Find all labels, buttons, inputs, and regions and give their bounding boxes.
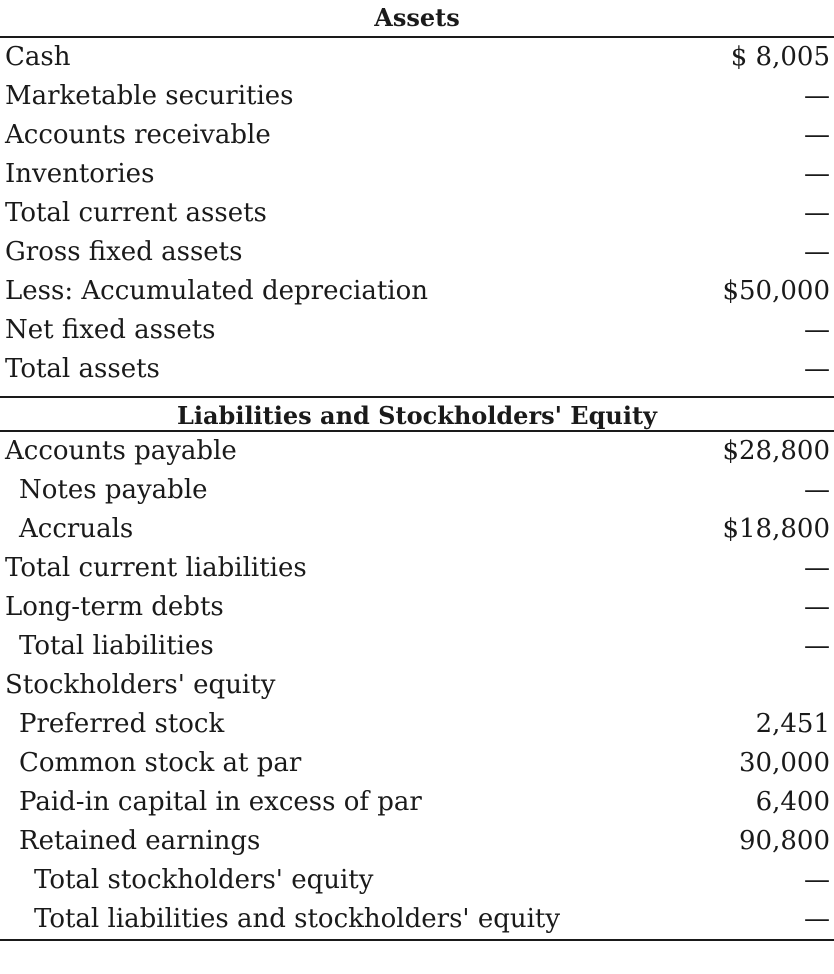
row-value: $28,800 <box>722 436 830 466</box>
row-label: Total liabilities <box>19 631 214 661</box>
row-value: — <box>804 865 830 895</box>
table-row <box>0 705 834 744</box>
row-label: Paid-in capital in excess of par <box>19 787 422 817</box>
row-value: $50,000 <box>722 276 830 306</box>
row-label: Notes payable <box>19 475 208 505</box>
table-row <box>0 77 834 116</box>
row-label: Cash <box>5 42 71 72</box>
table-row <box>0 432 834 471</box>
table-row <box>0 510 834 549</box>
assets-section <box>0 0 834 389</box>
table-row <box>0 194 834 233</box>
row-label: Total assets <box>5 354 160 384</box>
row-label: Less: Accumulated depreciation <box>5 276 428 306</box>
row-value: — <box>804 592 830 622</box>
liabilities-heading <box>0 396 834 432</box>
row-value: — <box>804 631 830 661</box>
row-value: $18,800 <box>722 514 830 544</box>
table-row <box>0 900 834 941</box>
table-row <box>0 38 834 77</box>
table-row <box>0 233 834 272</box>
row-value: 6,400 <box>755 787 830 817</box>
row-label: Total current liabilities <box>5 553 307 583</box>
liabilities-heading-text: Liabilities and Stockholders' Equity <box>177 401 657 430</box>
row-value: $ 8,005 <box>730 42 830 72</box>
table-row <box>0 549 834 588</box>
row-value: 2,451 <box>755 709 830 739</box>
table-row <box>0 861 834 900</box>
row-label: Common stock at par <box>19 748 302 778</box>
table-row <box>0 783 834 822</box>
row-value: — <box>804 159 830 189</box>
row-label: Marketable securities <box>5 81 294 111</box>
row-value: — <box>804 354 830 384</box>
table-row <box>0 666 834 705</box>
row-value: — <box>804 475 830 505</box>
row-label: Total stockholders' equity <box>34 865 374 895</box>
row-value: — <box>804 237 830 267</box>
table-row <box>0 471 834 510</box>
row-label: Long-term debts <box>5 592 224 622</box>
row-value: — <box>804 198 830 228</box>
row-label: Gross fixed assets <box>5 237 243 267</box>
table-row <box>0 350 834 389</box>
assets-heading: Assets <box>0 0 834 38</box>
row-value: — <box>804 315 830 345</box>
row-label: Stockholders' equity <box>5 670 276 700</box>
row-label: Total liabilities and stockholders' equity <box>34 904 561 934</box>
table-row <box>0 272 834 311</box>
liabilities-section <box>0 396 834 941</box>
table-row <box>0 744 834 783</box>
row-value: 90,800 <box>739 826 830 856</box>
row-value: 30,000 <box>739 748 830 778</box>
row-label: Preferred stock <box>19 709 225 739</box>
row-label: Total current assets <box>5 198 267 228</box>
table-row <box>0 627 834 666</box>
row-value: — <box>804 120 830 150</box>
table-row <box>0 311 834 350</box>
row-label: Net fixed assets <box>5 315 216 345</box>
row-value: — <box>804 81 830 111</box>
row-value: — <box>804 553 830 583</box>
row-label: Retained earnings <box>19 826 261 856</box>
table-row <box>0 588 834 627</box>
table-row <box>0 116 834 155</box>
table-row <box>0 155 834 194</box>
table-row <box>0 822 834 861</box>
row-label: Accounts receivable <box>5 120 271 150</box>
row-label: Inventories <box>5 159 155 189</box>
row-value: — <box>804 904 830 934</box>
row-label: Accounts payable <box>5 436 237 466</box>
row-label: Accruals <box>19 514 134 544</box>
